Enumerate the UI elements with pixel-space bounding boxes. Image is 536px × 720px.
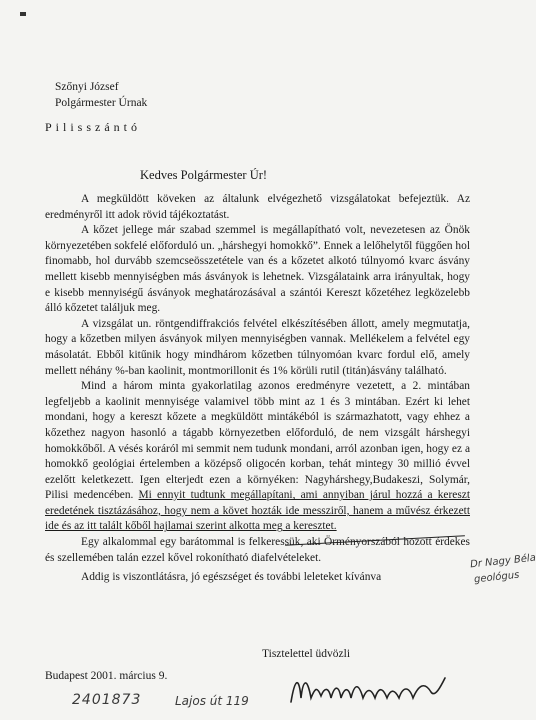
- margin-note-name: Dr Nagy Béla: [469, 552, 536, 571]
- registration-number: 2401873: [72, 692, 142, 708]
- recipient-name: Szőnyi József: [55, 81, 119, 93]
- paragraph-6: Addig is viszontlátásra, jó egészséget és további leleteket kívánva: [81, 571, 382, 584]
- closing-phrase: Tisztelettel üdvözli: [262, 648, 351, 660]
- paragraph-5: Egy alkalommal egy barátommal is felkeressük, aki Örményorszából hozott érdekes és szellemében talán ezzel kővel rokonítható diafelvételeket.: [45, 536, 470, 564]
- paragraph-4: [45, 379, 470, 535]
- paragraph-2: A kőzet jellege már szabad szemmel is megállapítható volt, nevezetesen az Önök környezetében sokfelé előforduló un. „hárshegyi homokkő”. Ennek a lelőhelytől függően hol finomabb, hol durvább szemcseösszetétele van és a kőzetet alkotó túlnyomó kvarc ásvány mellett kisebb mennyiségben más ásványok is lehetnek. Vizsgálataink arra irányultak, hogy e kisebb mennyiségű ásványok meghatározásával a szántói Kereszt kőzetéhez legközelebb álló kőzetet találjuk meg.: [45, 224, 470, 315]
- letter-body: [45, 192, 470, 586]
- scan-mark: [20, 12, 26, 16]
- signature-text: Nagy Béla: [285, 708, 290, 709]
- recipient-title: Polgármester Úrnak: [55, 97, 148, 109]
- paragraph-4-text: Mind a három minta gyakorlatilag azonos eredményre vezetett, a 2. mintában legfeljebb a kaolinit mennyisége valamivel több mint az 1 és 3 mintában. Ezért ki lehet mondani, hogy a kereszt kőzete a megküldött mintákéból is származhatott, vagy ehhez a kőzethez nagyon hasonló a tágabb környezetben előforduló, de nem vizsgált hárshegyi homokkőből. A vésés koráról mi semmit nem tudunk mondani, arról azonban igen, hogy ez a homokkő geológiai értelemben a középső oligocén korban, tehát mintegy 30 millió évvel ezelőtt keletkezett. Igen elterjedt ezen a környéken: Nagyhárshegy,Budakeszi, Solymár, Pilisi medencében.: [45, 380, 470, 502]
- underlined-conclusion: Mi ennyit tudtunk megállapítani, ami annyiban járul hozzá a kereszt eredetének tisztázásához, hogy nem a követ hozták ide messziről, hanem a művész érkezett ide és az itt talált kőből hajlamai szerint alkotta meg a keresztet.: [45, 489, 470, 533]
- signature-icon: [285, 668, 450, 710]
- handwritten-address: Lajos út 119: [175, 694, 249, 708]
- greeting: Kedves Polgármester Úr!: [140, 168, 268, 182]
- margin-note-title: geológus: [473, 569, 520, 586]
- paragraph-1: A megküldött köveken az általunk elvégezhető vizsgálatokat befejeztük. Az eredményről itt adok rövid tájékoztatást.: [45, 193, 470, 221]
- paragraph-3: A vizsgálat un. röntgendiffrakciós felvétel elkészítésében állott, amely megmutatja, hogy a kőzetben milyen ásványok milyen mennyiségben vannak. Mellékelem a felvétel egy másolatát. Ebből kitűnik hogy mindhárom kőzetben túlnyomóan kvarc fordul elő, amely mellett néhány %-ban kaolinit, montmorillonit és 1% körüli rutil (titán)ásvány található.: [45, 317, 470, 377]
- place-date: Budapest 2001. március 9.: [45, 670, 168, 682]
- recipient-city: Pilisszántó: [45, 120, 142, 134]
